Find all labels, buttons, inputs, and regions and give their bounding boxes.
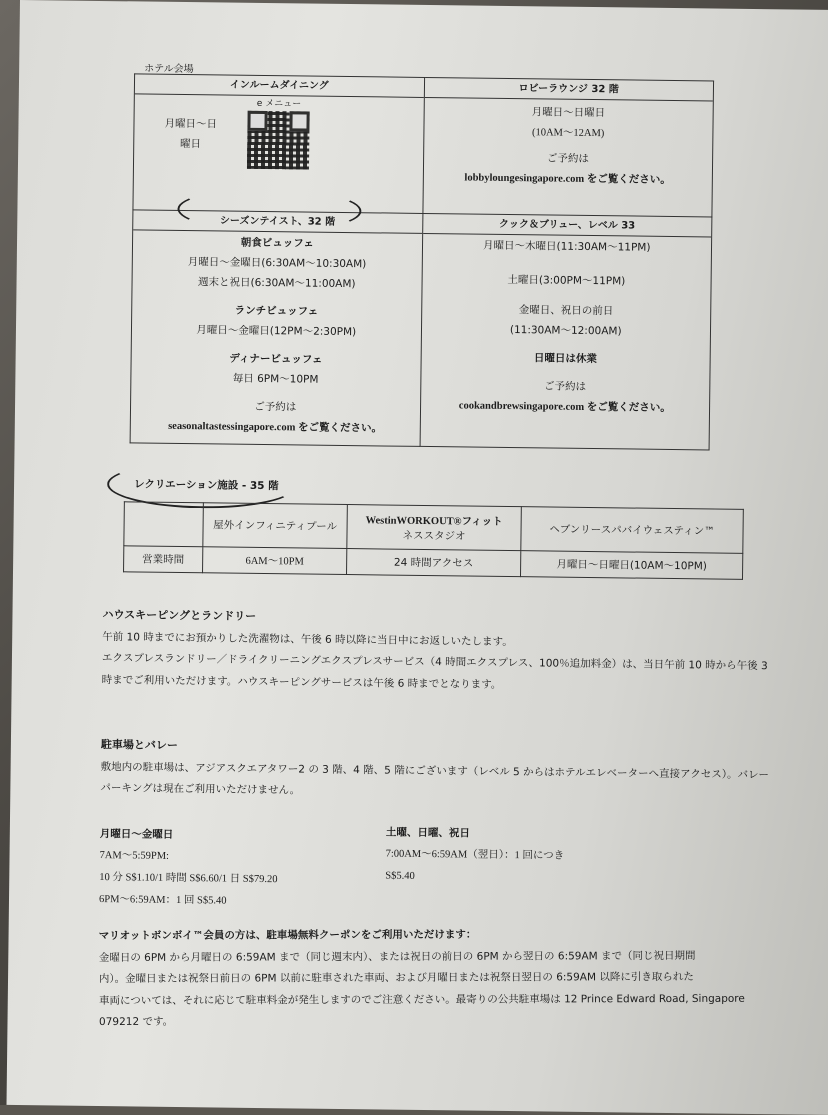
rec-col-workout: [347, 505, 522, 551]
marriott-section: [99, 924, 745, 1034]
qr-code-icon[interactable]: [247, 110, 310, 169]
dinner-title: ディナービュッフェ: [229, 352, 323, 366]
rec-row-label: 営業時間: [124, 546, 203, 573]
cook-brew-title: クック＆ブリュー、レベル 33: [423, 214, 712, 238]
recreation-title: レクリエーション施設 - 35 階: [134, 478, 279, 493]
housekeeping-title: ハウスキーピングとランドリー: [102, 608, 257, 623]
cook-brew-cell: [420, 213, 712, 450]
cook-line-5: 日曜日は休業: [533, 352, 597, 365]
parking-title: 駐車場とバレー: [100, 738, 178, 752]
cook-line-2: 土曜日(3:00PM～11PM): [507, 273, 626, 288]
emenu-label: e メニュー: [256, 98, 302, 110]
parking-weekend: [385, 822, 564, 890]
cook-reserve: ご予約は: [543, 380, 587, 393]
housekeeping-section: [102, 604, 769, 699]
parking-line-2: パーキングは現在ご利用いただけません。: [100, 782, 301, 797]
cook-line-4: (11:30AM～12:00AM): [509, 323, 622, 338]
breakfast-weekend: 週末と祝日(6:30AM～11:00AM): [197, 276, 356, 290]
parking-section: [100, 734, 769, 808]
seasonal-site: seasonaltastessingapore.com をご覧ください。: [168, 420, 383, 434]
weekend-title: 土曜、日曜、祝日: [385, 826, 470, 840]
dining-table: [130, 73, 714, 450]
recreation-table: [123, 501, 744, 580]
rec-val-workout: 24 時間アクセス: [347, 549, 521, 577]
in-room-dining-title: インルームダイニング: [135, 74, 424, 98]
weekday-line-1: 7AM～5:59PM:: [99, 850, 170, 862]
breakfast-title: 朝食ビュッフェ: [240, 236, 314, 250]
rec-col-pool: 屋外インフィニティプール: [203, 503, 348, 549]
marriott-line-1: マリオットボンボイ™会員の方は、駐車場無料クーポンをご利用いただけます：: [98, 928, 477, 943]
weekday-line-2: 10 分 S$1.10/1 時間 S$6.60/1 日 S$79.20: [99, 872, 278, 886]
rec-col-spa: ヘブンリースパバイウェスティン™: [521, 507, 744, 554]
parking-line-1: 敷地内の駐車場は、アジアスクエアタワー2 の 3 階、4 階、5 階にございます（レベル 5 からはホテルエレベーターへ直接アクセス）。バレー: [100, 760, 770, 781]
page-title: ホテル会場: [144, 63, 194, 76]
housekeeping-line-2: エクスプレスランドリー／ドライクリーニングエクスプレスサービス（4 時間エクスプレス、100％追加料金）は、当日午前 10 時から午後 3: [101, 652, 768, 673]
seasonal-taste-title: シーズンテイスト、32 階: [133, 210, 422, 234]
rec-empty-cell: [124, 502, 204, 547]
rec-col-workout-1: WestinWORKOUT®フィット: [365, 514, 503, 528]
lobby-lounge-title: ロビーラウンジ 32 階: [424, 78, 713, 102]
parking-weekday: [99, 823, 278, 913]
marriott-line-4: 車両については、それに応じて駐車料金が発生しますのでご注意ください。最寄りの公共駐車場は 12 Prince Edward Road, Singapore: [98, 992, 745, 1007]
cook-site: cookandbrewsingapore.com をご覧ください。: [458, 400, 671, 414]
seasonal-taste-cell: [130, 210, 422, 447]
rec-col-workout-2: ネススタジオ: [402, 529, 466, 542]
breakfast-weekday: 月曜日～金曜日(6:30AM～10:30AM): [187, 256, 367, 271]
weekend-line-2: S$5.40: [385, 870, 415, 882]
housekeeping-line-3: 時までご利用いただけます。ハウスキーピングサービスは午後 6 時までとなります。: [101, 673, 502, 691]
lobby-days: 月曜日～日曜日: [531, 106, 606, 120]
weekday-title: 月曜日～金曜日: [99, 828, 174, 841]
in-room-days: [164, 115, 217, 156]
dinner-hours: 毎日 6PM～10PM: [232, 372, 319, 386]
cook-line-1: 月曜日～木曜日(11:30AM～11PM): [482, 239, 651, 254]
housekeeping-line-1: 午前 10 時までにお預かりした洗濯物は、午後 6 時以降に当日中にお返しいたします。: [102, 630, 513, 648]
paper-sheet: [7, 0, 828, 1115]
lobby-lounge-cell: [422, 77, 713, 217]
cook-line-3: 金曜日、祝日の前日: [518, 303, 614, 318]
marriott-line-5: 079212 です。: [99, 1015, 174, 1029]
in-room-days-line-1: 月曜日～日: [164, 117, 218, 131]
lunch-title: ランチビュッフェ: [234, 304, 319, 318]
rec-val-pool: 6AM～10PM: [203, 547, 347, 575]
in-room-days-line-2: 曜日: [179, 137, 202, 151]
lobby-site: lobbyloungesingapore.com をご覧ください。: [464, 172, 671, 186]
lobby-reserve: ご予約は: [546, 152, 589, 165]
rec-val-spa: 月曜日～日曜日(10AM～10PM): [520, 551, 742, 580]
marriott-line-2: 金曜日の 6PM から月曜日の 6:59AM まで（同じ週末内）、または祝日の前日の 6PM から翌日の 6:59AM まで（同じ祝日期間: [98, 949, 696, 964]
lunch-hours: 月曜日～金曜日(12PM～2:30PM): [196, 323, 357, 338]
weekday-line-3: 6PM～6:59AM：1 回 S$5.40: [98, 894, 227, 907]
marriott-line-3: 内）。金曜日または祝祭日前日の 6PM 以前に駐車された車両、および月曜日または祝祭日翌日の 6:59AM 以降に引き取られた: [98, 970, 694, 986]
weekend-line-1: 7:00AM～6:59AM（翌日）：1 回につき: [385, 848, 565, 862]
lobby-hours: (10AM～12AM): [531, 127, 605, 140]
seasonal-reserve: ご予約は: [254, 400, 297, 413]
